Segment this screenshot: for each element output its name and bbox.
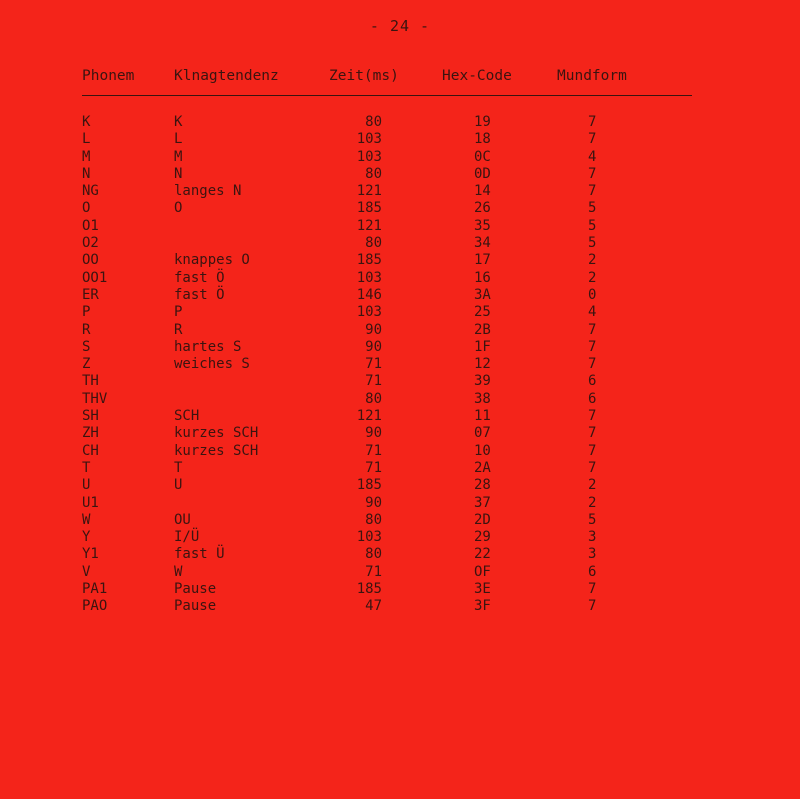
cell-hex-code: 3A bbox=[474, 286, 491, 303]
cell-zeit: 90 bbox=[365, 338, 382, 355]
cell-klangtendenz: fast Ö bbox=[174, 269, 225, 286]
table-body bbox=[82, 114, 692, 616]
cell-phonem: ZH bbox=[82, 425, 99, 442]
cell-mundform: 7 bbox=[588, 442, 597, 459]
cell-mundform: 7 bbox=[588, 408, 597, 425]
cell-hex-code: 37 bbox=[474, 494, 491, 511]
table-row bbox=[82, 373, 692, 390]
cell-hex-code: 14 bbox=[474, 183, 491, 200]
cell-hex-code: 28 bbox=[474, 477, 491, 494]
header-zeit: Zeit(ms) bbox=[329, 68, 399, 84]
table-row bbox=[82, 114, 692, 131]
cell-hex-code: 2D bbox=[474, 511, 491, 528]
cell-mundform: 6 bbox=[588, 390, 597, 407]
cell-phonem: O1 bbox=[82, 217, 99, 234]
cell-zeit: 103 bbox=[356, 269, 382, 286]
cell-mundform: 3 bbox=[588, 546, 597, 563]
table-row bbox=[82, 339, 692, 356]
cell-phonem: PAO bbox=[82, 598, 108, 615]
cell-hex-code: 29 bbox=[474, 529, 491, 546]
cell-phonem: SH bbox=[82, 408, 99, 425]
cell-zeit: 90 bbox=[365, 425, 382, 442]
cell-hex-code: 0C bbox=[474, 148, 491, 165]
cell-klangtendenz: SCH bbox=[174, 408, 200, 425]
table-row bbox=[82, 270, 692, 287]
cell-mundform: 7 bbox=[588, 338, 597, 355]
cell-klangtendenz: Pause bbox=[174, 581, 217, 598]
cell-zeit: 103 bbox=[356, 529, 382, 546]
cell-mundform: 7 bbox=[588, 459, 597, 476]
cell-klangtendenz: Pause bbox=[174, 598, 217, 615]
cell-phonem: T bbox=[82, 459, 91, 476]
cell-zeit: 90 bbox=[365, 321, 382, 338]
cell-zeit: 103 bbox=[356, 131, 382, 148]
cell-hex-code: 17 bbox=[474, 252, 491, 269]
cell-klangtendenz: kurzes SCH bbox=[174, 425, 259, 442]
cell-phonem: Y bbox=[82, 529, 91, 546]
table-row bbox=[82, 477, 692, 494]
table-row bbox=[82, 408, 692, 425]
cell-hex-code: 2A bbox=[474, 459, 491, 476]
cell-zeit: 71 bbox=[365, 563, 382, 580]
cell-phonem: K bbox=[82, 114, 91, 130]
cell-klangtendenz: L bbox=[174, 131, 183, 148]
table-row bbox=[82, 391, 692, 408]
cell-klangtendenz: U bbox=[174, 477, 183, 494]
cell-mundform: 7 bbox=[588, 425, 597, 442]
cell-zeit: 71 bbox=[365, 459, 382, 476]
cell-phonem: PA1 bbox=[82, 581, 108, 598]
cell-klangtendenz: OU bbox=[174, 511, 191, 528]
cell-hex-code: 25 bbox=[474, 304, 491, 321]
header-mundform: Mundform bbox=[557, 68, 627, 84]
cell-hex-code: 07 bbox=[474, 425, 491, 442]
cell-hex-code: 26 bbox=[474, 200, 491, 217]
header-hex-code: Hex-Code bbox=[442, 68, 512, 84]
cell-mundform: 2 bbox=[588, 269, 597, 286]
cell-zeit: 185 bbox=[356, 252, 382, 269]
cell-mundform: 5 bbox=[588, 217, 597, 234]
cell-mundform: 4 bbox=[588, 148, 597, 165]
cell-hex-code: 3F bbox=[474, 598, 491, 615]
cell-phonem: W bbox=[82, 511, 91, 528]
cell-hex-code: 18 bbox=[474, 131, 491, 148]
page-number: - 24 - bbox=[369, 17, 431, 35]
table-row bbox=[82, 495, 692, 512]
cell-phonem: P bbox=[82, 304, 91, 321]
cell-zeit: 185 bbox=[356, 200, 382, 217]
cell-zeit: 80 bbox=[365, 165, 382, 182]
table-row bbox=[82, 546, 692, 563]
cell-phonem: ER bbox=[82, 286, 99, 303]
cell-zeit: 47 bbox=[365, 598, 382, 615]
cell-hex-code: 16 bbox=[474, 269, 491, 286]
table-row bbox=[82, 460, 692, 477]
cell-mundform: 7 bbox=[588, 598, 597, 615]
table-row bbox=[82, 218, 692, 235]
cell-phonem: M bbox=[82, 148, 91, 165]
cell-hex-code: 1F bbox=[474, 338, 491, 355]
table-row bbox=[82, 166, 692, 183]
table-row bbox=[82, 252, 692, 269]
cell-zeit: 71 bbox=[365, 356, 382, 373]
cell-phonem: TH bbox=[82, 373, 99, 390]
cell-hex-code: 2B bbox=[474, 321, 491, 338]
cell-mundform: 0 bbox=[588, 286, 597, 303]
header-phonem: Phonem bbox=[82, 68, 135, 84]
cell-hex-code: 3E bbox=[474, 581, 491, 598]
cell-zeit: 80 bbox=[365, 390, 382, 407]
cell-phonem: CH bbox=[82, 442, 99, 459]
cell-mundform: 2 bbox=[588, 477, 597, 494]
cell-mundform: 2 bbox=[588, 494, 597, 511]
cell-phonem: THV bbox=[82, 390, 108, 407]
cell-mundform: 5 bbox=[588, 511, 597, 528]
cell-mundform: 7 bbox=[588, 183, 597, 200]
cell-zeit: 80 bbox=[365, 114, 382, 130]
cell-zeit: 71 bbox=[365, 442, 382, 459]
cell-hex-code: 34 bbox=[474, 235, 491, 252]
cell-hex-code: 19 bbox=[474, 114, 491, 130]
cell-phonem: O bbox=[82, 200, 91, 217]
cell-phonem: V bbox=[82, 563, 91, 580]
cell-mundform: 5 bbox=[588, 200, 597, 217]
cell-klangtendenz: P bbox=[174, 304, 183, 321]
header-klangtendenz: Klnagtendenz bbox=[174, 68, 279, 84]
cell-hex-code: 38 bbox=[474, 390, 491, 407]
table-row bbox=[82, 131, 692, 148]
cell-zeit: 80 bbox=[365, 511, 382, 528]
cell-zeit: 121 bbox=[356, 408, 382, 425]
cell-mundform: 4 bbox=[588, 304, 597, 321]
cell-zeit: 121 bbox=[356, 217, 382, 234]
cell-klangtendenz: W bbox=[174, 563, 183, 580]
cell-phonem: Z bbox=[82, 356, 91, 373]
cell-mundform: 6 bbox=[588, 563, 597, 580]
cell-zeit: 90 bbox=[365, 494, 382, 511]
phoneme-table bbox=[82, 68, 692, 615]
cell-phonem: L bbox=[82, 131, 91, 148]
cell-hex-code: OF bbox=[474, 563, 491, 580]
cell-mundform: 7 bbox=[588, 581, 597, 598]
cell-klangtendenz: T bbox=[174, 459, 183, 476]
cell-mundform: 3 bbox=[588, 529, 597, 546]
cell-mundform: 7 bbox=[588, 131, 597, 148]
cell-phonem: Y1 bbox=[82, 546, 99, 563]
cell-phonem: NG bbox=[82, 183, 99, 200]
cell-zeit: 80 bbox=[365, 235, 382, 252]
table-row bbox=[82, 512, 692, 529]
cell-hex-code: 10 bbox=[474, 442, 491, 459]
cell-klangtendenz: langes N bbox=[174, 183, 242, 200]
table-header bbox=[82, 68, 692, 95]
cell-hex-code: 11 bbox=[474, 408, 491, 425]
cell-zeit: 71 bbox=[365, 373, 382, 390]
cell-phonem: U bbox=[82, 477, 91, 494]
cell-phonem: N bbox=[82, 165, 91, 182]
cell-klangtendenz: fast Ö bbox=[174, 286, 225, 303]
cell-klangtendenz: K bbox=[174, 114, 183, 130]
cell-klangtendenz: kurzes SCH bbox=[174, 442, 259, 459]
table-row bbox=[82, 529, 692, 546]
cell-mundform: 6 bbox=[588, 373, 597, 390]
cell-mundform: 7 bbox=[588, 114, 597, 130]
cell-klangtendenz: O bbox=[174, 200, 183, 217]
cell-phonem: OO1 bbox=[82, 269, 108, 286]
cell-zeit: 185 bbox=[356, 581, 382, 598]
cell-hex-code: 12 bbox=[474, 356, 491, 373]
cell-klangtendenz: hartes S bbox=[174, 338, 242, 355]
cell-klangtendenz: fast Ü bbox=[174, 546, 225, 563]
cell-klangtendenz: weiches S bbox=[174, 356, 250, 373]
cell-mundform: 7 bbox=[588, 165, 597, 182]
cell-mundform: 5 bbox=[588, 235, 597, 252]
table-row bbox=[82, 598, 692, 615]
table-row bbox=[82, 183, 692, 200]
cell-klangtendenz: R bbox=[174, 321, 183, 338]
table-row bbox=[82, 304, 692, 321]
table-row bbox=[82, 322, 692, 339]
table-row bbox=[82, 287, 692, 304]
table-row bbox=[82, 200, 692, 217]
cell-klangtendenz: knappes O bbox=[174, 252, 250, 269]
table-row bbox=[82, 356, 692, 373]
cell-klangtendenz: M bbox=[174, 148, 183, 165]
table-row bbox=[82, 564, 692, 581]
cell-zeit: 80 bbox=[365, 546, 382, 563]
cell-phonem: U1 bbox=[82, 494, 99, 511]
cell-phonem: OO bbox=[82, 252, 99, 269]
cell-mundform: 2 bbox=[588, 252, 597, 269]
table-row bbox=[82, 581, 692, 598]
cell-phonem: S bbox=[82, 338, 91, 355]
cell-mundform: 7 bbox=[588, 321, 597, 338]
header-rule bbox=[82, 95, 692, 96]
cell-mundform: 7 bbox=[588, 356, 597, 373]
cell-klangtendenz: N bbox=[174, 165, 183, 182]
cell-klangtendenz: I/Ü bbox=[174, 529, 200, 546]
cell-hex-code: 0D bbox=[474, 165, 491, 182]
cell-hex-code: 35 bbox=[474, 217, 491, 234]
table-row bbox=[82, 149, 692, 166]
cell-zeit: 121 bbox=[356, 183, 382, 200]
cell-hex-code: 39 bbox=[474, 373, 491, 390]
table-row bbox=[82, 425, 692, 442]
cell-zeit: 103 bbox=[356, 148, 382, 165]
table-row bbox=[82, 235, 692, 252]
cell-phonem: O2 bbox=[82, 235, 99, 252]
table-row bbox=[82, 443, 692, 460]
cell-hex-code: 22 bbox=[474, 546, 491, 563]
cell-zeit: 103 bbox=[356, 304, 382, 321]
cell-phonem: R bbox=[82, 321, 91, 338]
cell-zeit: 146 bbox=[356, 286, 382, 303]
cell-zeit: 185 bbox=[356, 477, 382, 494]
